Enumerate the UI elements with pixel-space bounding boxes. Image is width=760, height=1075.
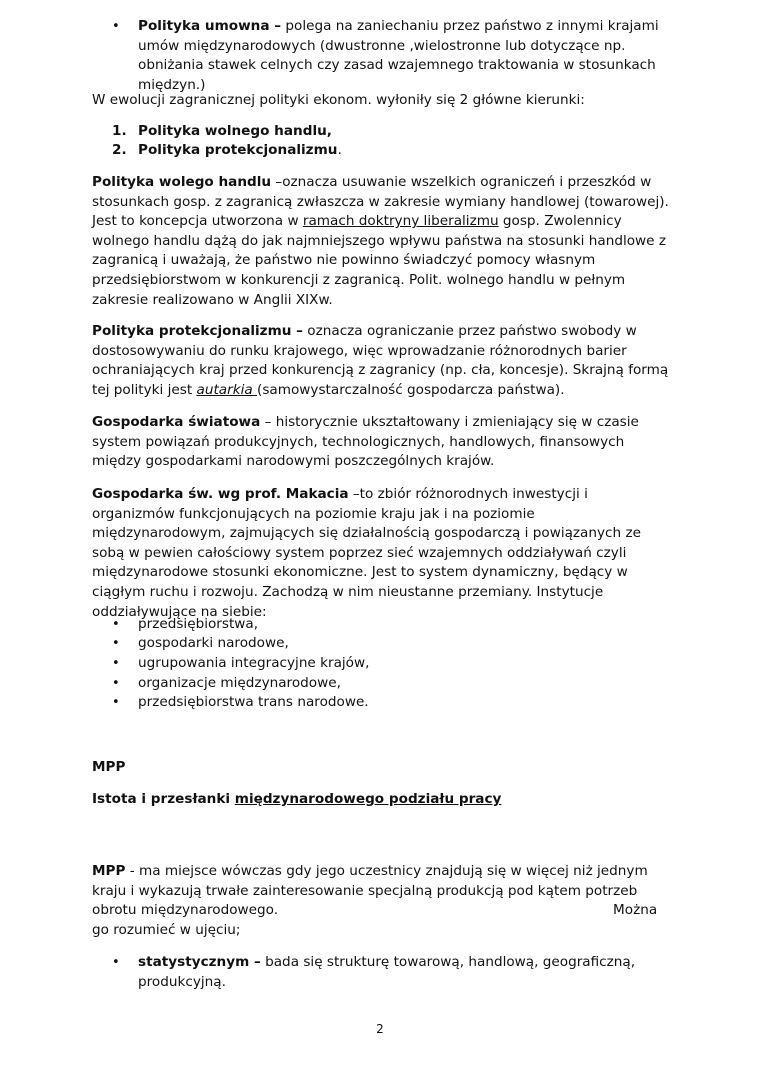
list-item: • organizacje międzynarodowe,: [138, 674, 341, 694]
page-number: 2: [376, 1022, 384, 1036]
paragraph-protectionism: Polityka protekcjonalizmu – oznacza ograniczanie przez państwo swobody w dostosowywaniu do runku krajowego, więc wprowadzanie różnorodnych barier ochraniających kraj przed konkurencją z zagranicy (np. cła, koncesje). Skrajną formą tej polityki jest autarkia (samowystarczalność gospodarcza państwa).: [92, 323, 669, 398]
direction-number: 2.: [112, 142, 127, 158]
term-statystycznym: statystycznym –: [138, 954, 261, 970]
bullet-dot-icon: •: [112, 955, 120, 970]
direction-item-1: [112, 122, 332, 142]
bullet-dot-icon: •: [112, 19, 120, 34]
bullet-dot-icon: •: [112, 617, 120, 632]
link-doktryna-liberalizmu[interactable]: ramach doktryny liberalizmu: [302, 213, 499, 230]
bullet-polityka-umowna: [112, 17, 668, 95]
list-item: • przedsiębiorstwa trans narodowe.: [138, 693, 369, 713]
bullet-dot-icon: •: [112, 636, 120, 651]
heading-istota: Istota i przesłanki międzynarodowego podziału pracy: [92, 791, 502, 807]
polityka-umowna-text: polega na zaniechaniu przez państwo z innymi krajami umów międzynarodowych (dwustronne ,wielostronne lub dotyczące np. obniżania stawek celnych czy zasad wzajemnego traktowania w stosunkach międzyn.): [138, 18, 659, 93]
paragraph-makac: Gospodarka św. wg prof. Makacia –to zbiór różnorodnych inwestycji i organizmów funkcjonujących na poziomie kraju jak i na poziomie międzynarodowym, zajmujących się działalnością gospodarczą i powiązanych ze sobą w pewien całościowy system poprzez sieć wzajemnych oddziaływań czyli międzynarodowe stosunki ekonomiczne. Jest to system dynamiczny, będący w ciągłym ruchu i rozwoju. Zachodzą w nim nieustanne przemiany. Instytucje oddziaływujące na siebie:: [92, 486, 641, 620]
term-protectionism: Polityka protekcjonalizmu –: [92, 323, 303, 339]
list-item: • przedsiębiorstwa,: [138, 615, 258, 635]
heading-mpp: MPP: [92, 759, 126, 775]
direction-number: 1.: [112, 123, 127, 139]
list-item: • gospodarki narodowe,: [138, 634, 289, 654]
term-free-trade: Polityka wolego handlu: [92, 174, 272, 190]
paragraph-free-trade: Polityka wolego handlu –oznacza usuwanie wszelkich ograniczeń i przeszkód w stosunkach gosp. z zagranicą zwłaszcza w zakresie wymiany handlowej (towarowej). Jest to koncepcja utworzona w ramach doktryny liberalizmu gosp. Zwolennicy wolnego handlu dążą do jak najmniejszego wpływu państwa na stosunki handlowe z zagranicą i uważają, że państwo nie powinno świadczyć pomocy własnym przedsiębiorstwom w konkurencji z zagranicą. Polit. wolnego handlu w pełnym zakresie realizowano w Anglii XIXw.: [92, 174, 669, 308]
term-mpp: MPP: [92, 863, 126, 879]
term-world-economy: Gospodarka światowa: [92, 414, 261, 430]
list-item: • ugrupowania integracyjne krajów,: [138, 654, 369, 674]
direction-label: Polityka wolnego handlu,: [138, 123, 332, 139]
bullet-dot-icon: •: [112, 656, 120, 671]
bullet-statystycznym: • statystycznym – bada się strukturę towarową, handlową, geograficzną, produkcyjną.: [112, 954, 636, 990]
term-polityka-umowna: Polityka umowna –: [138, 18, 282, 34]
evolution-intro: W ewolucji zagranicznej polityki ekonom. wyłoniły się 2 główne kierunki:: [92, 92, 585, 108]
link-autarkia[interactable]: autarkia: [196, 381, 258, 398]
term-makac: Gospodarka św. wg prof. Makacia: [92, 486, 349, 502]
bullet-dot-icon: •: [112, 695, 120, 710]
paragraph-world-economy: Gospodarka światowa – historycznie ukształtowany i zmieniający się w czasie system powiązań produkcyjnych, technologicznych, handlowych, finansowych między gospodarkami narodowymi poszczególnych krajów.: [92, 414, 639, 470]
direction-label: Polityka protekcjonalizmu: [138, 142, 338, 158]
paragraph-mpp-definition: MPP - ma miejsce wówczas gdy jego uczestnicy znajdują się w więcej niż jednym kraju i wykazują trwałe zainteresowanie specjalną produkcją pod kątem potrzeb obrotu międzynarodowego. Można go rozumieć w ujęciu;: [92, 863, 658, 938]
link-miedzynarodowy-podzial-pracy[interactable]: międzynarodowego podziału pracy: [234, 791, 502, 807]
bullet-dot-icon: •: [112, 676, 120, 691]
direction-item-2: 2. Polityka protekcjonalizmu.: [138, 141, 342, 161]
